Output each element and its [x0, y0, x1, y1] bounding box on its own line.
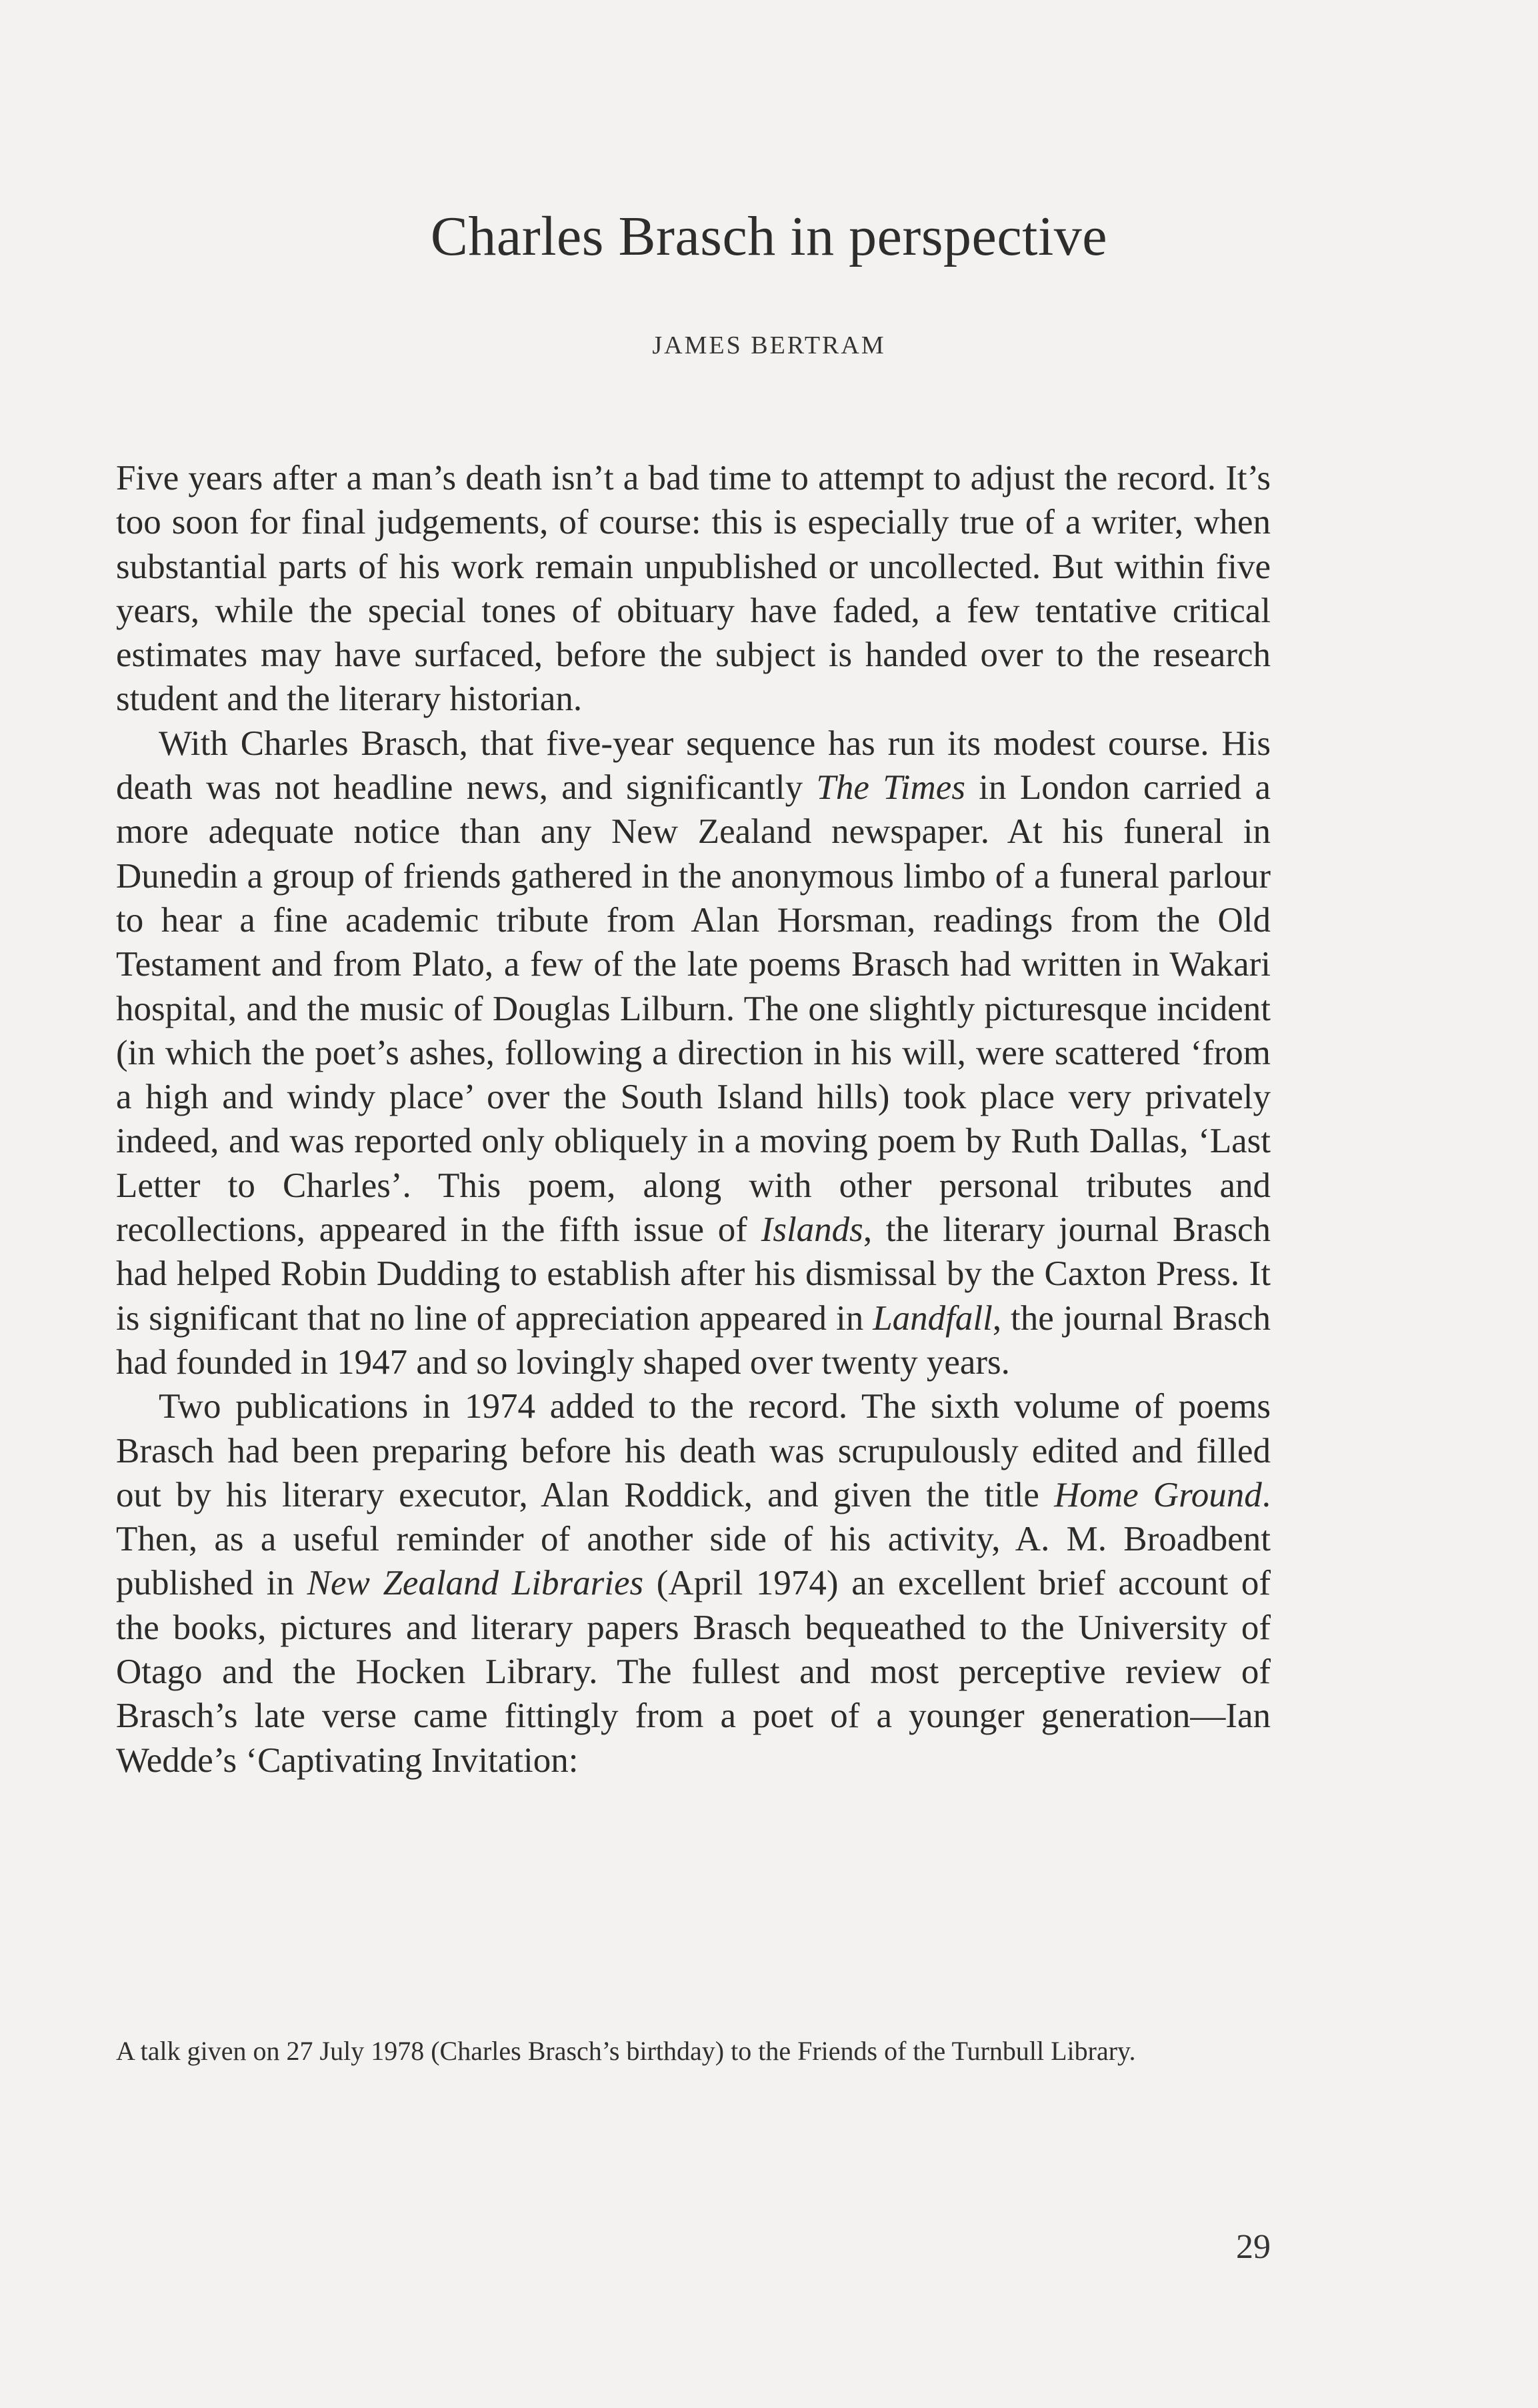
paragraph-3-text: . Then, as a useful reminder of another side of his activity, A. M. Broadbent published in	[116, 1475, 1271, 1603]
paragraph-1: Five years after a man’s death isn’t a bad time to attempt to adjust the record. It’s too soon for final judgements, of course: this is especially true of a writer, when substantial parts of his work remain unpublished or uncollected. But within five years, while the special tones of obituary have faded, a few tentative critical estimates may have surfaced, before the subject is handed over to the research student and the literary historian.	[116, 459, 1271, 719]
paragraph-2-text: With Charles Brasch, that five-year sequence has run its modest course. His death was not headline news, and significantly	[116, 724, 1271, 808]
paragraph-2-text: , the literary journal Brasch had helped Robin Dudding to establish after his dismissal by the Caxton Press. It is significant that no line of appreciation appeared in	[116, 1210, 1271, 1338]
author-name: JAMES BERTRAM	[652, 331, 886, 359]
article-title: Charles Brasch in perspective	[430, 205, 1108, 267]
footnote: A talk given on 27 July 1978 (Charles Brasch’s birthday) to the Friends of the Turnbull Library.	[116, 2036, 1136, 2066]
paragraph-2-text: in London carried a more adequate notice than any New Zealand newspaper. At his funeral in Dunedin a group of friends gathered in the anonymous limbo of a funeral parlour to hear a fine academic tribute from Alan Horsman, readings from the Old Testament and from Plato, a few of the late poems Brasch had written in Wakari hospital, and the music of Douglas Lilburn. The one slightly picturesque incident (in which the poet’s ashes, following a direction in his will, were scattered ‘from a high and windy place’ over the South Island hills) took place very privately indeed, and was reported only obliquely in a moving poem by Ruth Dallas, ‘Last Letter to Charles’. This poem, along with other personal tributes and recollections, appeared in the fifth issue of	[116, 768, 1271, 1250]
italic-title-the-times: The Times	[816, 768, 965, 808]
article-body	[116, 456, 1271, 1782]
italic-title-islands: Islands	[761, 1210, 863, 1250]
paragraph-3	[116, 1384, 1271, 1782]
page-number: 29	[1236, 2228, 1271, 2266]
paragraph-2-text: , the journal Brasch had founded in 1947 and so lovingly shaped over twenty years.	[116, 1298, 1271, 1382]
paragraph-3-text: Two publications in 1974 added to the record. The sixth volume of poems Brasch had been preparing before his death was scrupulously edited and filled out by his literary executor, Alan Roddick, and given the title	[116, 1387, 1271, 1514]
italic-title-landfall: Landfall	[873, 1298, 993, 1338]
italic-title-new-zealand-libraries: New Zealand Libraries	[307, 1564, 644, 1603]
paragraph-2	[116, 722, 1271, 1384]
italic-title-home-ground: Home Ground	[1054, 1475, 1262, 1514]
paragraph-3-text: (April 1974) an excellent brief account of the books, pictures and literary papers Brasch bequeathed to the University of Otago and the Hocken Library. The fullest and most perceptive review of Brasch’s late verse came fittingly from a poet of a younger generation—Ian Wedde’s ‘Captivating Invitation:	[116, 1564, 1271, 1780]
